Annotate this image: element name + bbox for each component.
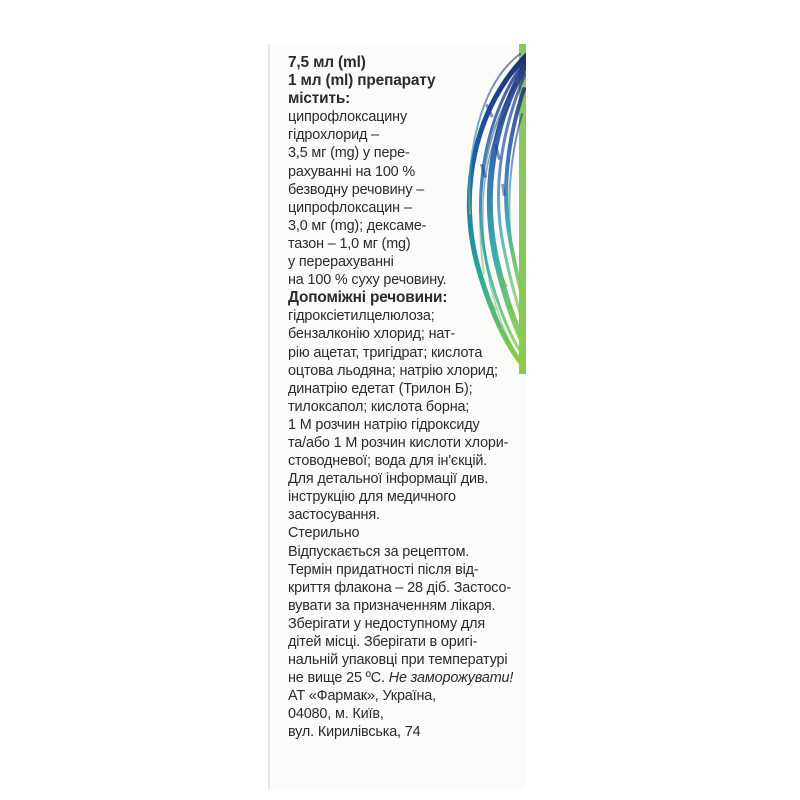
storage-line: криття флакона – 28 діб. Застосо- <box>288 579 512 596</box>
do-not-freeze-warning: Не заморожувати! <box>388 670 514 687</box>
volume-label: 7,5 мл (ml) <box>288 54 366 71</box>
composition-line: у перерахуванні <box>288 254 394 271</box>
excipients-line: тилоксапол; кислота борна; <box>288 398 470 415</box>
excipients-line: інструкцію для медичного <box>288 489 456 506</box>
composition-line: ципрофлоксацину <box>288 109 407 126</box>
carton-text-block <box>288 54 524 742</box>
storage-line: Термін придатності після від- <box>288 561 479 578</box>
excipients-line: 1 М розчин натрію гідроксиду <box>288 416 480 433</box>
excipients-line: та/або 1 М розчин кислоти хлори- <box>288 434 509 451</box>
medicine-carton-side-panel <box>268 44 526 789</box>
manufacturer-line: АТ «Фармак», Україна, <box>288 688 436 705</box>
excipients-line: динатрію едетат (Трилон Б); <box>288 380 473 397</box>
excipients-line: стоводневої; вода для ін'єкцій. <box>288 453 488 470</box>
manufacturer-line: 04080, м. Київ, <box>288 706 384 723</box>
contains-heading-line2: містить: <box>288 90 351 108</box>
composition-line: безводну речовину – <box>288 181 425 198</box>
composition-line: гідрохлорид – <box>288 127 379 144</box>
storage-line: нальній упаковці при температурі <box>288 652 508 669</box>
sterile-label: Стерильно <box>288 525 360 542</box>
storage-last-line <box>288 669 524 687</box>
composition-line: ципрофлоксацин – <box>288 199 412 216</box>
excipients-line: оцтова льодяна; натрію хлорид; <box>288 362 498 379</box>
excipients-line: застосування. <box>288 507 380 524</box>
composition-line: тазон – 1,0 мг (mg) <box>288 235 411 252</box>
storage-line: дітей місці. Зберігати в оригі- <box>288 634 478 650</box>
composition-line: 3,5 мг (mg) у пере- <box>288 145 410 162</box>
storage-temperature-text: не вище 25 ºС. <box>288 670 389 687</box>
storage-line: вувати за призначенням лікаря. <box>288 597 496 614</box>
manufacturer-line: вул. Кирилівська, 74 <box>288 724 421 741</box>
storage-line: Зберігати у недоступному для <box>288 615 485 632</box>
contains-heading-line1: 1 мл (ml) препарату <box>288 72 436 90</box>
excipients-heading: Допоміжні речовини: <box>288 289 448 307</box>
excipients-line: гідроксіетилцелюлоза; <box>288 308 435 325</box>
composition-line: 3,0 мг (mg); дексаме- <box>288 217 427 234</box>
excipients-line: бензалконію хлорид; нат- <box>288 326 456 343</box>
composition-line: на 100 % суху речовину. <box>288 272 447 289</box>
composition-line: рахуванні на 100 % <box>288 163 416 180</box>
storage-line: Відпускається за рецептом. <box>288 543 470 560</box>
excipients-line: рію ацетат, тригідрат; кислота <box>288 344 483 361</box>
excipients-line: Для детальної інформації див. <box>288 471 489 488</box>
